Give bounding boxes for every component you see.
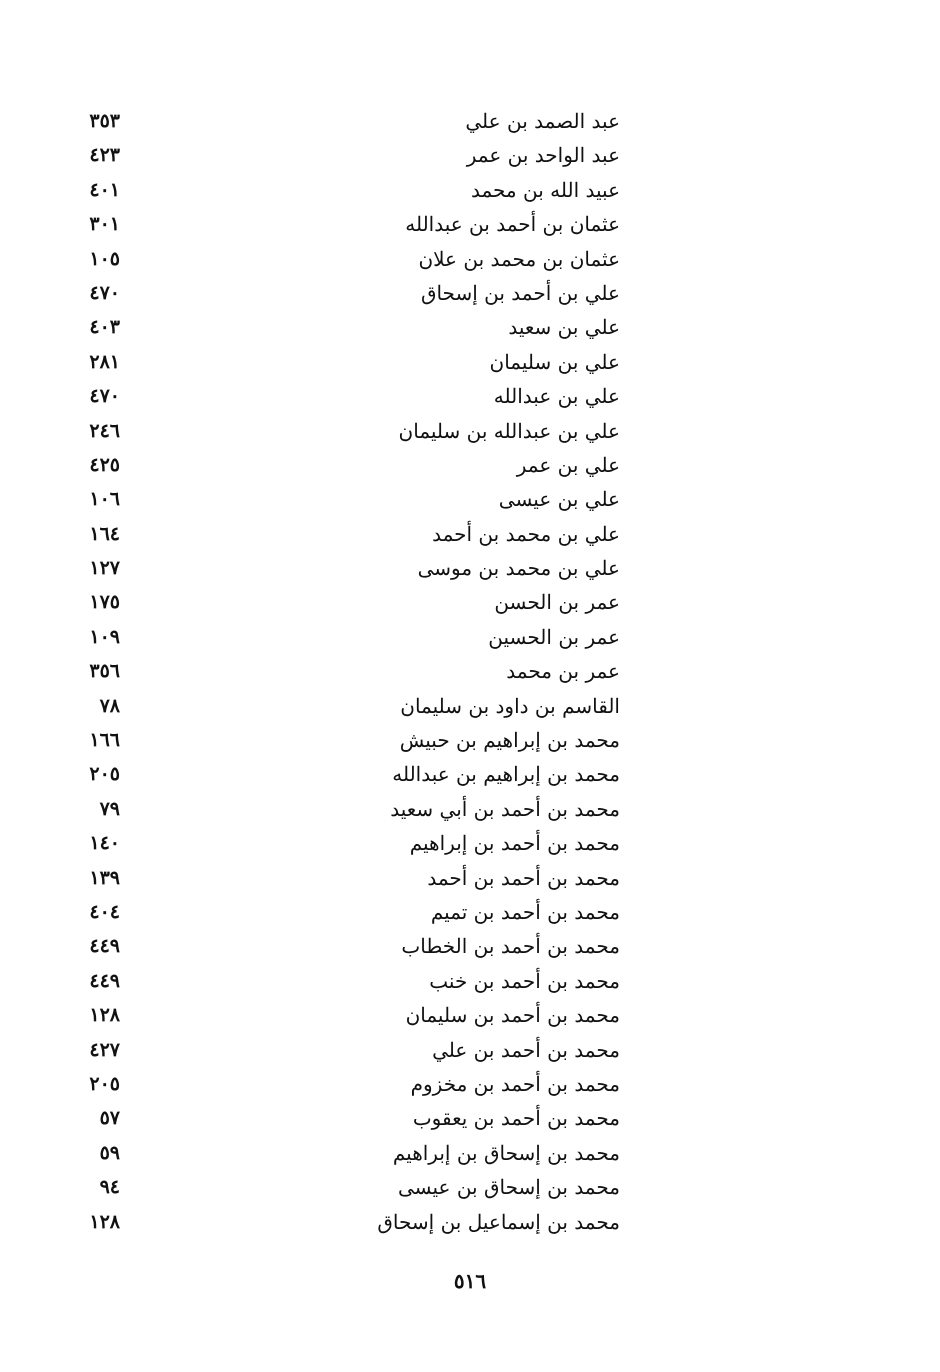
entry-page: ٢٤٦ [89,419,120,442]
entry-page: ٧٩ [99,797,120,820]
index-entry [0,414,940,448]
index-entry [0,1067,940,1101]
entry-name: محمد بن إسحاق بن إبراهيم [392,1140,620,1165]
index-entry [0,138,940,172]
index-entry [0,723,940,757]
entry-page: ٤٠٤ [89,900,120,923]
index-entry [0,173,940,207]
entry-name: محمد بن أحمد بن خنب [429,968,620,993]
entry-page: ٣٥٦ [89,660,120,683]
entry-name: علي بن محمد بن أحمد [432,521,620,546]
entry-name: عمر بن الحسين [488,624,620,649]
page-number: ٥١٦ [453,1269,487,1293]
index-entry [0,1136,940,1170]
entry-page: ٥٩ [99,1141,120,1164]
entry-name: عمر بن محمد [506,659,620,684]
entry-name: علي بن سعيد [508,315,620,340]
entry-name: محمد بن أحمد بن سليمان [405,1003,620,1028]
entry-page: ٣٠١ [89,213,120,236]
index-entry [0,585,940,619]
entry-name: محمد بن أحمد بن علي [432,1037,620,1062]
index-entry [0,1205,940,1239]
entry-page: ١٦٤ [89,522,120,545]
entry-name: محمد بن إبراهيم بن عبدالله [392,762,620,787]
entry-name: القاسم بن داود بن سليمان [400,693,620,718]
entry-page: ١٠٥ [89,247,120,270]
index-entry [0,517,940,551]
entry-name: علي بن عبدالله بن سليمان [398,418,620,443]
entry-page: ٥٧ [99,1107,120,1130]
entry-page: ١٢٨ [89,1004,120,1027]
entry-name: عثمان بن محمد بن علان [418,246,620,271]
entry-page: ١٠٩ [89,625,120,648]
entry-page: ١٠٦ [89,488,120,511]
entry-page: ١٣٩ [89,866,120,889]
entry-page: ٢٠٥ [89,1072,120,1095]
entry-page: ١٢٨ [89,1210,120,1233]
name-index-list [0,104,940,1239]
index-entry [0,276,940,310]
entry-name: محمد بن أحمد بن إبراهيم [409,831,620,856]
entry-page: ١٦٦ [89,729,120,752]
index-entry [0,448,940,482]
index-entry [0,104,940,138]
entry-page: ٤٠١ [89,178,120,201]
index-entry [0,345,940,379]
index-entry [0,964,940,998]
index-entry [0,1101,940,1135]
entry-page: ٤٢٥ [89,453,120,476]
index-entry [0,895,940,929]
entry-page: ٣٥٣ [89,110,120,132]
index-entry [0,310,940,344]
index-entry [0,551,940,585]
entry-page: ٤٠٣ [89,316,120,339]
entry-name: عبد الصمد بن علي [465,109,620,133]
entry-name: محمد بن أحمد بن الخطاب [401,934,620,959]
entry-page: ٧٨ [99,694,120,717]
index-entry [0,1033,940,1067]
entry-name: محمد بن أحمد بن مخزوم [410,1071,620,1096]
entry-name: علي بن عمر [516,452,620,477]
entry-page: ١٧٥ [89,591,120,614]
entry-name: محمد بن إبراهيم بن حبيش [399,728,620,753]
entry-name: علي بن محمد بن موسى [417,556,620,581]
entry-name: محمد بن إسحاق بن عيسى [397,1175,620,1200]
index-entry [0,242,940,276]
index-entry [0,792,940,826]
entry-page: ١٢٧ [89,557,120,580]
index-entry [0,929,940,963]
entry-page: ٤٢٧ [89,1038,120,1061]
entry-page: ٩٤ [99,1176,120,1199]
index-entry [0,998,940,1032]
index-entry [0,379,940,413]
entry-page: ٢٠٥ [89,763,120,786]
entry-page: ٤٧٠ [89,281,120,304]
entry-name: عبيد الله بن محمد [470,177,620,202]
entry-page: ٤٤٩ [89,969,120,992]
entry-name: علي بن عيسى [498,487,620,512]
entry-page: ٢٨١ [89,350,120,373]
entry-name: علي بن أحمد بن إسحاق [420,280,620,305]
index-entry [0,689,940,723]
entry-page: ١٤٠ [89,832,120,855]
entry-page: ٤٧٠ [89,385,120,408]
entry-name: محمد بن إسماعيل بن إسحاق [377,1209,620,1234]
entry-name: محمد بن أحمد بن أحمد [427,865,620,890]
index-entry [0,1170,940,1204]
entry-name: علي بن عبدالله [493,384,620,409]
entry-name: محمد بن أحمد بن تميم [430,899,620,924]
index-entry [0,826,940,860]
entry-page: ٤٤٩ [89,935,120,958]
index-entry [0,757,940,791]
entry-name: عثمان بن أحمد بن عبدالله [405,212,620,237]
entry-page: ٤٢٣ [89,144,120,167]
entry-name: علي بن سليمان [489,349,620,374]
entry-name: محمد بن أحمد بن أبي سعيد [390,796,620,821]
index-entry [0,654,940,688]
index-entry [0,620,940,654]
entry-name: محمد بن أحمد بن يعقوب [412,1106,620,1131]
index-entry [0,861,940,895]
index-entry [0,482,940,516]
entry-name: عبد الواحد بن عمر [466,143,620,168]
index-entry [0,207,940,241]
entry-name: عمر بن الحسن [494,590,620,615]
